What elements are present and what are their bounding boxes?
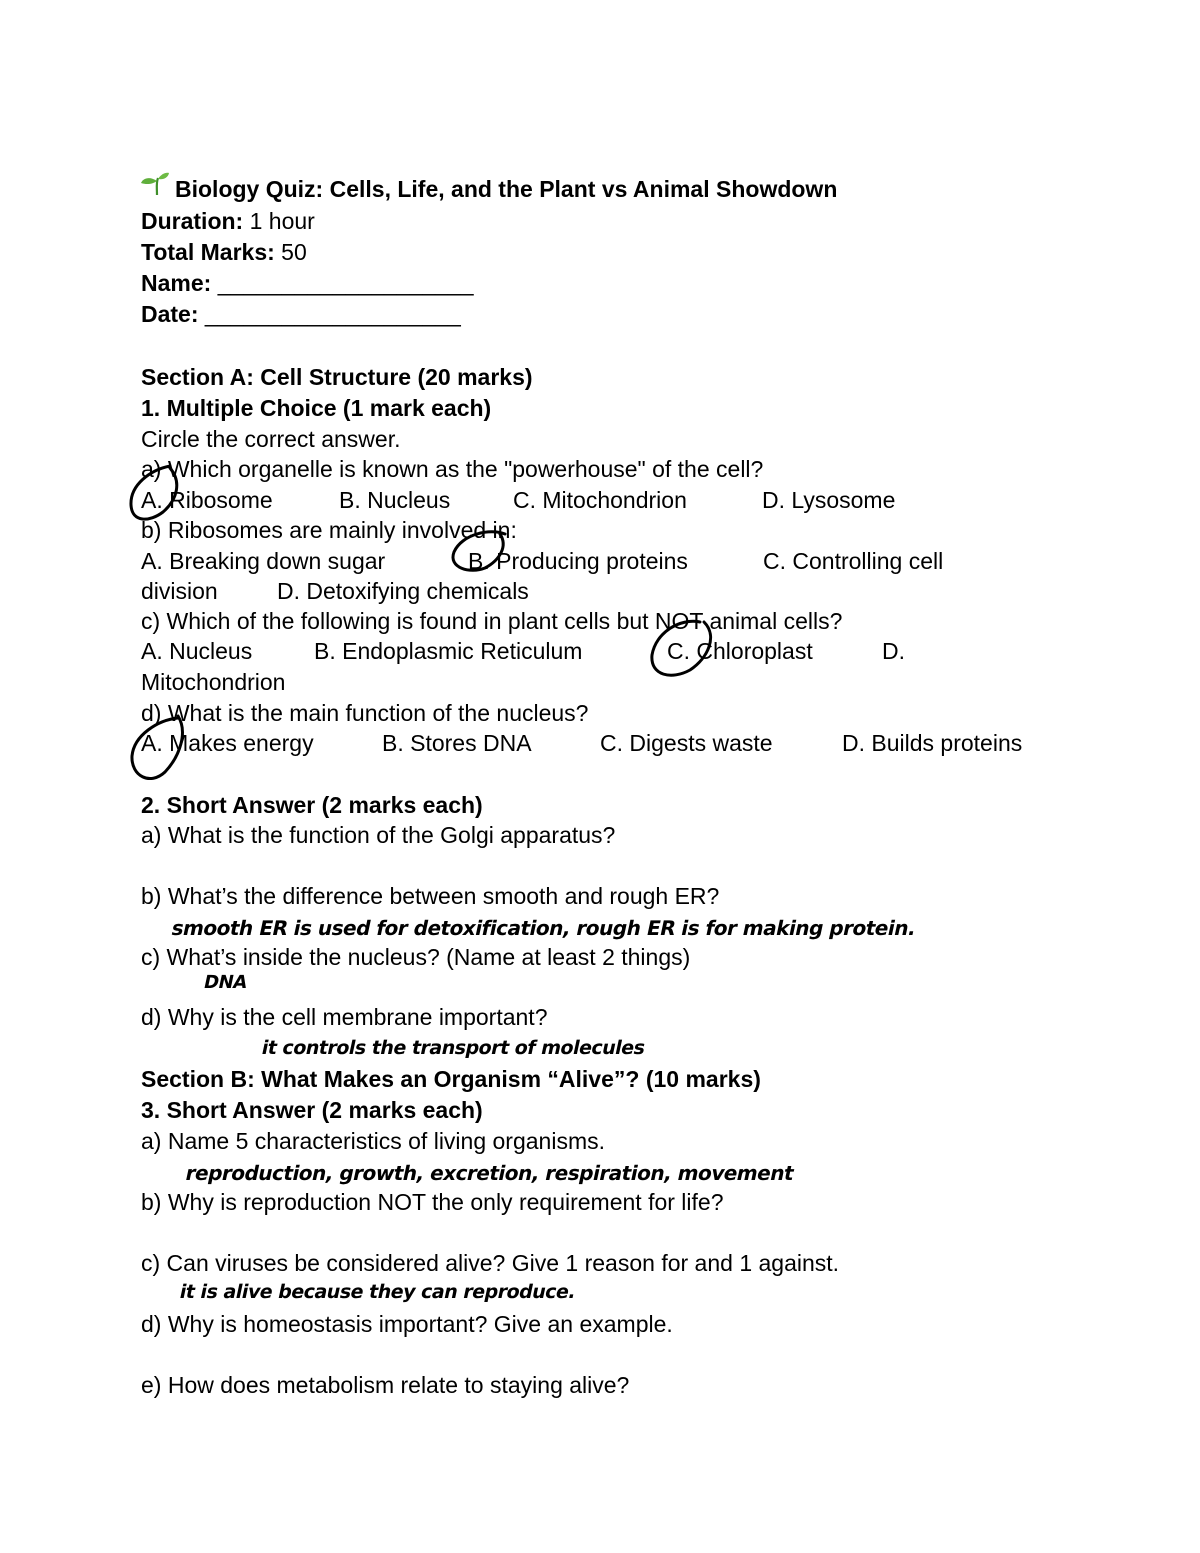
qa-option-d[interactable]: D. Lysosome	[762, 487, 896, 513]
q3c-handwritten-answer: it is alive because they can reproduce.	[177, 1281, 578, 1303]
q2c-handwritten-answer: DNA	[201, 972, 249, 993]
duration-line	[141, 206, 315, 236]
qd-option-b[interactable]: B. Stores DNA	[382, 730, 532, 756]
qb-option-a[interactable]: A. Breaking down sugar	[141, 548, 386, 574]
q1-instruction: Circle the correct answer.	[141, 426, 401, 452]
duration-value: 1 hour	[249, 208, 315, 234]
date-line[interactable]	[141, 299, 461, 329]
section-a-title: Section A: Cell Structure (20 marks)	[141, 364, 533, 390]
qb-option-b[interactable]: B. Producing proteins	[468, 548, 688, 574]
name-label: Name:	[141, 270, 212, 296]
quiz-title: Biology Quiz: Cells, Life, and the Plant vs Animal Showdown	[175, 176, 838, 202]
q3a-handwritten-answer: reproduction, growth, excretion, respiration, movement	[183, 1161, 796, 1185]
q3e-question: e) How does metabolism relate to staying alive?	[141, 1372, 630, 1398]
qd-stem: d) What is the main function of the nucleus?	[141, 700, 589, 726]
qa-option-c[interactable]: C. Mitochondrion	[513, 487, 687, 513]
name-line[interactable]	[141, 268, 474, 298]
qc-option-d-cont: Mitochondrion	[141, 669, 286, 695]
qb-option-c-cont: division	[141, 578, 218, 604]
q3-title: 3. Short Answer (2 marks each)	[141, 1097, 483, 1123]
q3b-question: b) Why is reproduction NOT the only requirement for life?	[141, 1189, 724, 1215]
q2-title: 2. Short Answer (2 marks each)	[141, 792, 483, 818]
total-marks-label: Total Marks:	[141, 239, 275, 265]
q3c-question: c) Can viruses be considered alive? Give 1 reason for and 1 against.	[141, 1250, 840, 1276]
q2a-question: a) What is the function of the Golgi apparatus?	[141, 822, 616, 848]
qb-option-d[interactable]: D. Detoxifying chemicals	[277, 578, 529, 604]
date-label: Date:	[141, 301, 199, 327]
q3a-question: a) Name 5 characteristics of living organisms.	[141, 1128, 605, 1154]
qa-stem: a) Which organelle is known as the "powerhouse" of the cell?	[141, 456, 764, 482]
q2b-handwritten-answer: smooth ER is used for detoxification, rough ER is for making protein.	[169, 916, 918, 940]
q2b-question: b) What’s the difference between smooth and rough ER?	[141, 883, 720, 909]
qd-option-d[interactable]: D. Builds proteins	[842, 730, 1023, 756]
q2d-question: d) Why is the cell membrane important?	[141, 1004, 548, 1030]
qc-option-a[interactable]: A. Nucleus	[141, 638, 253, 664]
qc-option-d[interactable]: D.	[882, 638, 905, 664]
qd-option-a[interactable]: A. Makes energy	[141, 730, 314, 756]
qa-option-b[interactable]: B. Nucleus	[339, 487, 451, 513]
qa-option-a[interactable]: A. Ribosome	[141, 487, 273, 513]
qb-stem: b) Ribosomes are mainly involved in:	[141, 517, 517, 543]
qc-option-b[interactable]: B. Endoplasmic Reticulum	[314, 638, 583, 664]
qc-option-c[interactable]: C. Chloroplast	[667, 638, 813, 664]
q2c-question: c) What’s inside the nucleus? (Name at least 2 things)	[141, 944, 691, 970]
q1-title: 1. Multiple Choice (1 mark each)	[141, 395, 492, 421]
qc-stem: c) Which of the following is found in plant cells but NOT animal cells?	[141, 608, 843, 634]
duration-label: Duration:	[141, 208, 244, 234]
total-marks-line	[141, 237, 307, 267]
name-blank[interactable]: ____________________	[217, 270, 474, 296]
section-b-title: Section B: What Makes an Organism “Alive”? (10 marks)	[141, 1066, 761, 1092]
qd-option-c[interactable]: C. Digests waste	[600, 730, 773, 756]
qb-option-c[interactable]: C. Controlling cell	[763, 548, 944, 574]
total-marks-value: 50	[281, 239, 307, 265]
seedling-icon	[140, 171, 170, 197]
q2d-handwritten-answer: it controls the transport of molecules	[259, 1037, 647, 1059]
date-blank[interactable]: ____________________	[204, 301, 461, 327]
q3d-question: d) Why is homeostasis important? Give an example.	[141, 1311, 673, 1337]
